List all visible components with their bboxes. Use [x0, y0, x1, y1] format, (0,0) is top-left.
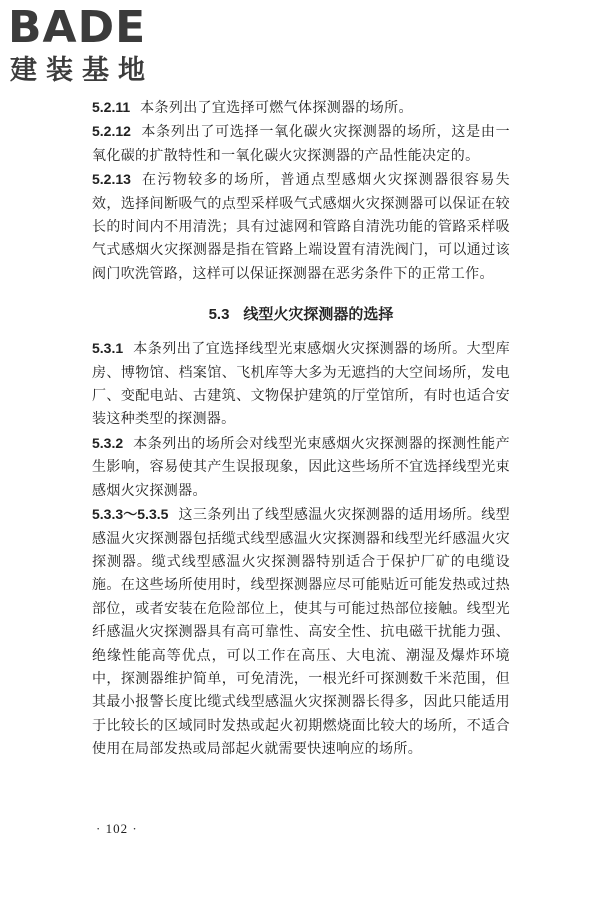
bade-logo — [8, 4, 178, 88]
logo-wordmark: BADE — [8, 2, 147, 53]
clause-number: 5.2.12 — [92, 123, 131, 140]
clause-text: 这三条列出了线型感温火灾探测器的适用场所。线型感温火灾探测器包括缆式线型感温火灾探测器和线型光纤感温火灾探测器。缆式线型感温火灾探测器特别适合于保护厂矿的电缆设施。在这些场所使用时，线型探测器应尽可能贴近可能发热或过热部位，或者安装在危险部位上，使其与可能过热部位接触。线型光纤感温火灾探测器具有高可靠性、高安全性、抗电磁干扰能力强、绝缘性能高等优点，可以工作在高压、大电流、潮湿及爆炸环境中，探测器维护简单，可免清洗，一根光纤可探测数千米范围，但其最小报警长度比缆式线型感温火灾探测器长得多，因此只能适用于比较长的区域同时发热或起火初期燃烧面比较大的场所，不适合使用在局部发热或局部起火就需要快速响应的场所。 — [92, 507, 510, 758]
logo-subtitle: 建装基地 — [10, 55, 154, 86]
clause-number: 5.3.3～5.3.5 — [92, 506, 169, 523]
clause-number: 5.2.11 — [92, 99, 131, 115]
clause-text: 在污物较多的场所，普通点型感烟火灾探测器很容易失效，选择间断吸气的点型采样吸气式感烟火灾探测器可以保证在较长的时间内不用清洗；具有过滤网和管路自清洗功能的管路采样吸气式感烟火灾探测器是指在管路上端设置有清洗阀门，可以通过该阀门吹洗管路，这样可以保证探测器在恶劣条件下的正常工作。 — [92, 172, 510, 282]
page-number: · 102 · — [96, 821, 138, 836]
document-body — [92, 96, 510, 762]
clause-number: 5.3.1 — [92, 340, 124, 357]
clause-number: 5.3.2 — [92, 434, 124, 451]
section-heading — [92, 303, 510, 326]
clause-text: 本条列出了可选择一氧化碳火灾探测器的场所，这是由一氧化碳的扩散特性和一氧化碳火灾探测器的产品性能决定的。 — [92, 124, 510, 164]
clause-5-3-3-to-5-3-5 — [92, 503, 510, 761]
clause-text: 本条列出的场所会对线型光束感烟火灾探测器的探测性能产生影响，容易使其产生误报现象，因此这些场所不宜选择线型光束感烟火灾探测器。 — [92, 435, 510, 499]
clause-5-3-2 — [92, 432, 510, 503]
clause-text: 本条列出了宜选择可燃气体探测器的场所。 — [140, 100, 413, 116]
clause-number: 5.2.13 — [92, 171, 131, 188]
section-title: 线型火灾探测器的选择 — [243, 305, 394, 324]
clause-text: 本条列出了宜选择线型光束感烟火灾探测器的场所。大型库房、博物馆、档案馆、飞机库等大多为无遮挡的大空间场所，发电厂、变配电站、古建筑、文物保护建筑的厅堂馆所，有时也适合安装这种类型的探测器。 — [92, 341, 510, 428]
clause-5-2-11 — [92, 96, 510, 120]
section-number: 5.3 — [208, 306, 230, 324]
clause-5-2-13 — [92, 168, 510, 286]
clause-5-3-1 — [92, 337, 510, 432]
clause-5-2-12 — [92, 120, 510, 168]
